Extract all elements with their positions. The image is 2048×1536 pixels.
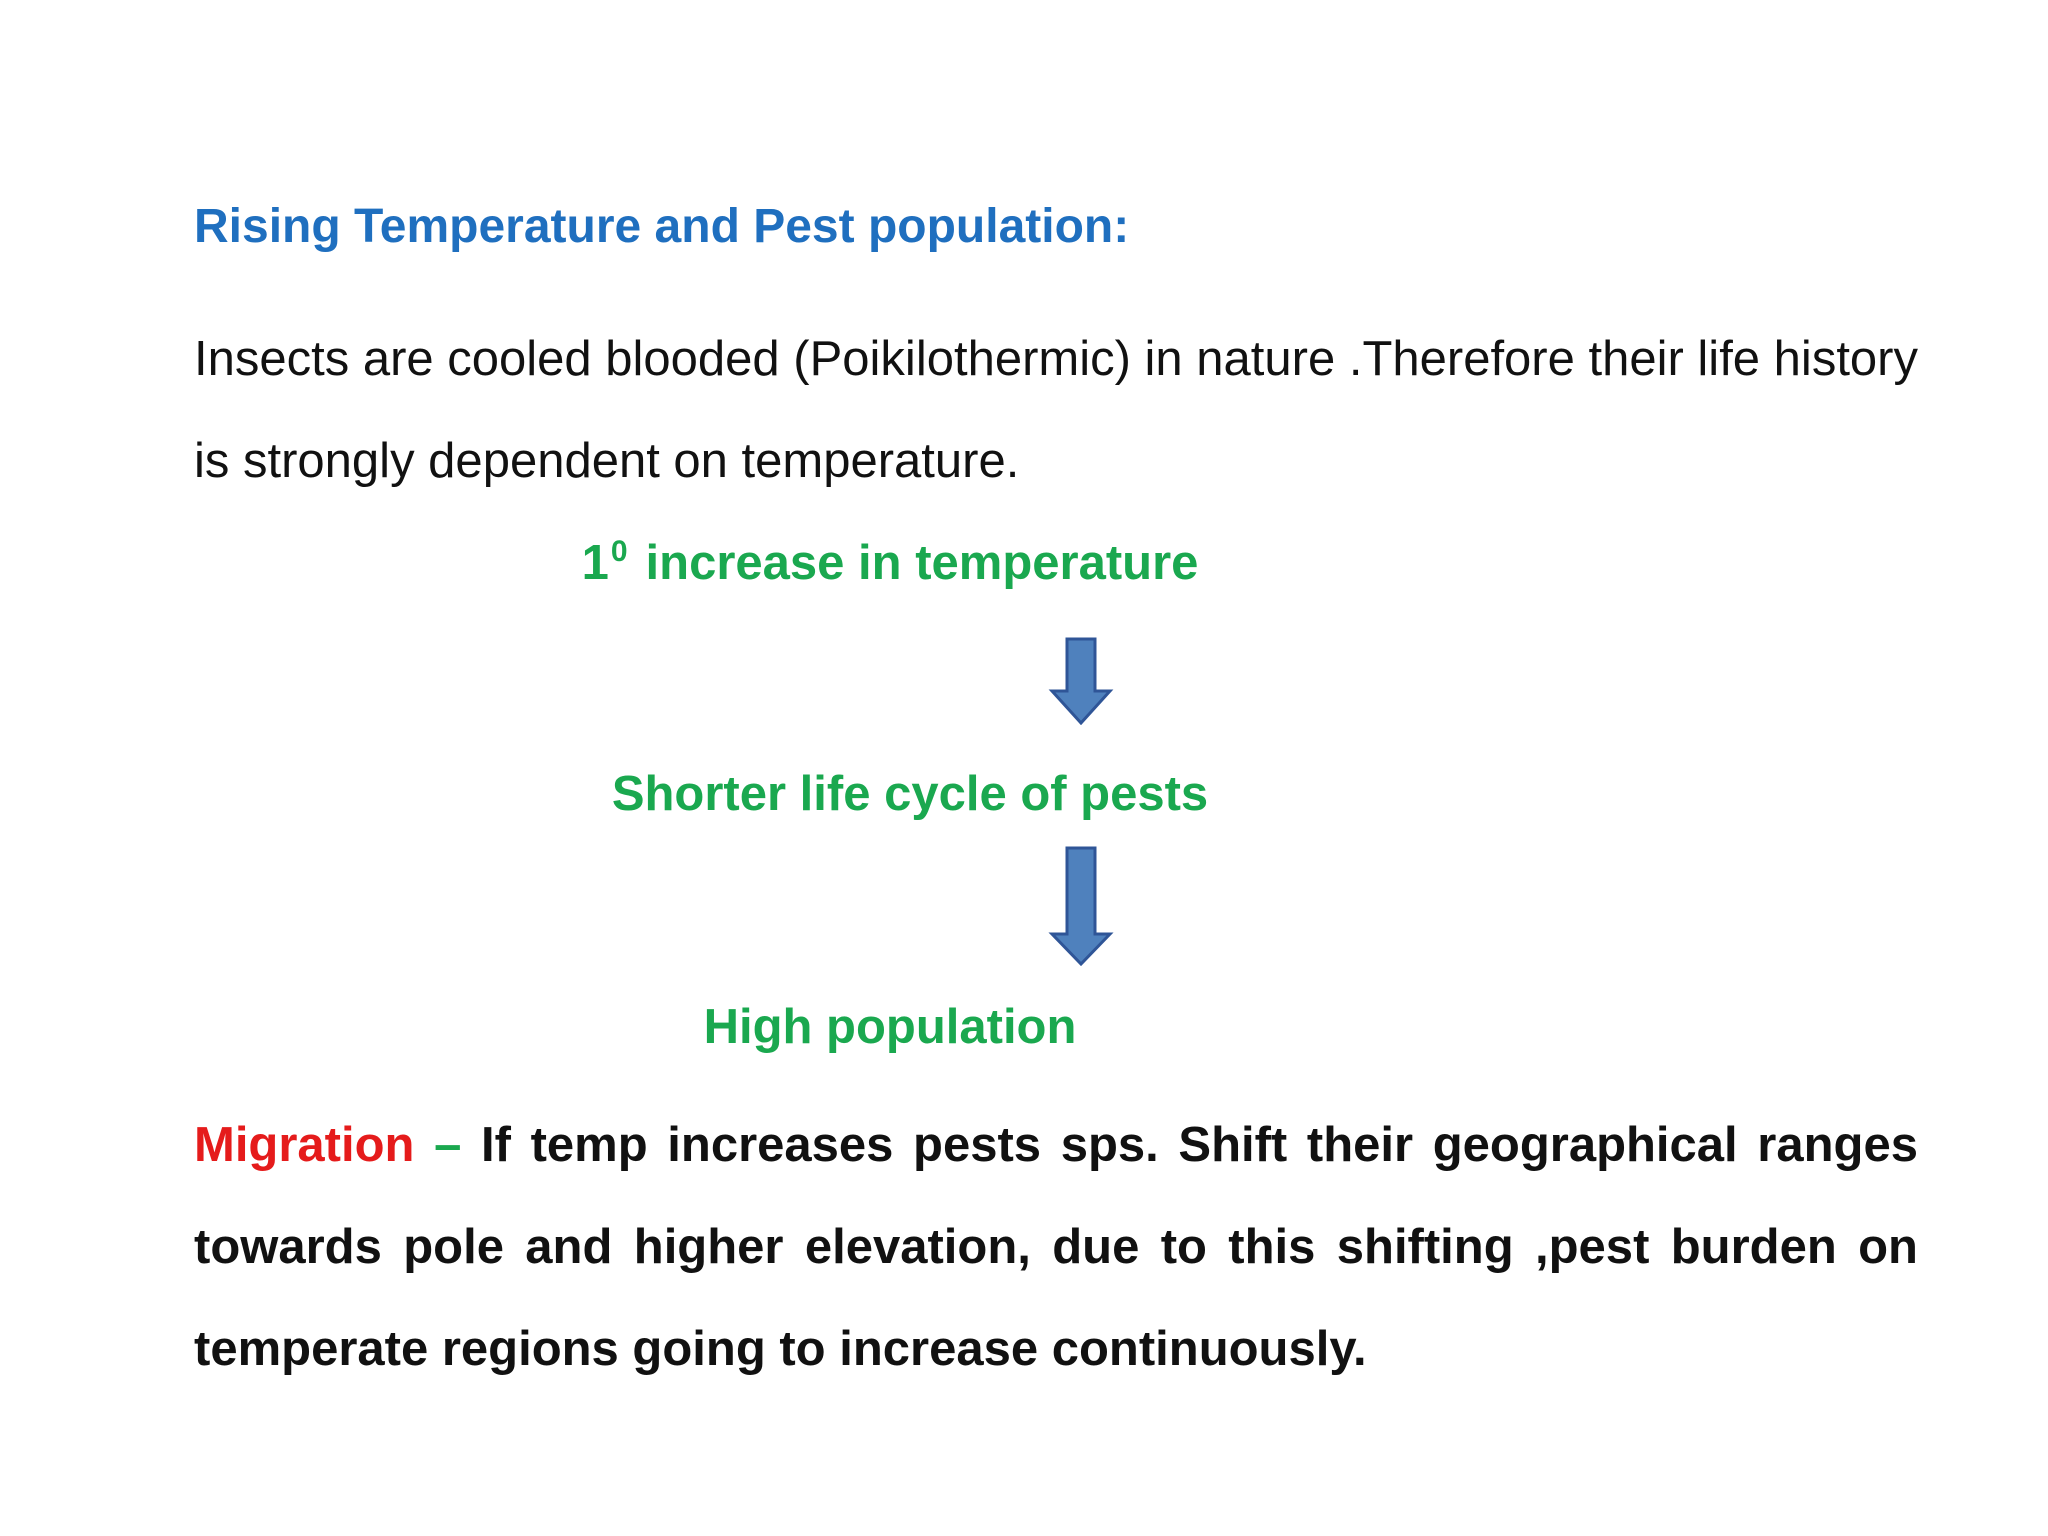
flow-step-1: [140, 534, 1640, 593]
migration-dash: –: [414, 1118, 482, 1172]
migration-text: If temp increases pests sps. Shift their geographical ranges towards pole and higher elevation, due to this shifting ,pest burden on temperate regions going to increase continuously.: [194, 1118, 1918, 1376]
intro-paragraph: Insects are cooled blooded (Poikilothermic) in nature .Therefore their life history is strongly dependent on temperature.: [194, 332, 1918, 488]
flow-step-1-number: 1: [581, 536, 609, 590]
flow-step-3: High population: [703, 1000, 1077, 1054]
slide-heading: Rising Temperature and Pest population:: [194, 200, 1130, 253]
flow-step-1-superscript: 0: [610, 535, 628, 568]
flow-step-1-text: increase in temperature: [645, 536, 1199, 590]
down-arrow-icon: [1048, 637, 1114, 725]
flow-step-2: Shorter life cycle of pests: [611, 767, 1209, 821]
down-arrow-icon: [1048, 846, 1114, 966]
migration-paragraph: [194, 1094, 1918, 1400]
migration-label: Migration: [194, 1118, 415, 1172]
